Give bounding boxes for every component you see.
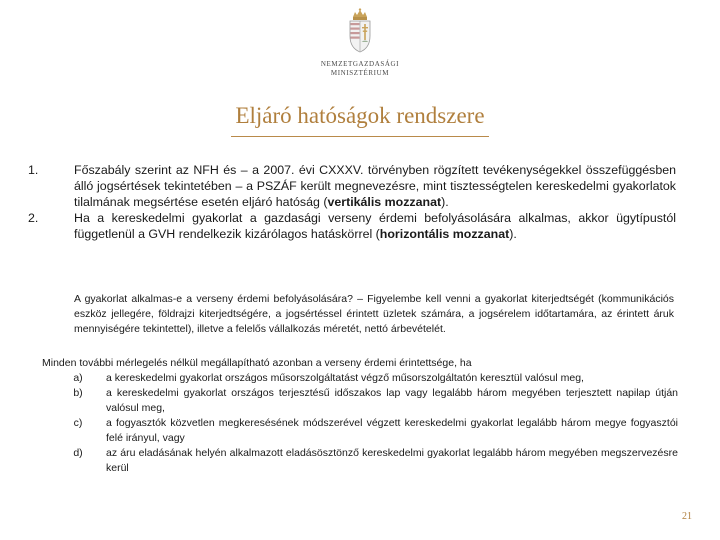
item-text-part: Ha a kereskedelmi gyakorlat a gazdasági verseny érdemi befolyásolására alkalmas, akkor ügytípustól függetlenül a GVH rendelkezik kizárólagos hatáskörrel ( [74,211,676,241]
relevance-paragraph: A gyakorlat alkalmas-e a verseny érdemi befolyásolására? – Figyelembe kell venni a gyakorlat kiterjedtségét (kommunikációs eszköz jellegére, földrajzi kiterjedtségére, a jogsértéssel érintett üzletek számára, a jogsérelem időtartamára, az érintett áruk mennyiségére tekintettel), illetve a felelős vállalkozás méretét, nettó árbevételét. [74,293,674,335]
lettered-item [42,446,678,476]
lettered-text: az áru eladásának helyén alkalmazott eladásösztönző kereskedelmi gyakorlat legalább három megyében megszervezésre kerül [106,447,678,474]
lettered-text: a kereskedelmi gyakorlat országos műsorszolgáltatást végző műsorszolgáltatón keresztül valósul meg, [106,372,584,384]
item-text-part: ). [441,195,449,209]
item-emphasis: vertikális mozzanat [327,195,442,209]
item-emphasis: horizontális mozzanat [379,227,510,241]
criteria-intro: Minden további mérlegelés nélkül megállapítható azonban a verseny érdemi érintettsége, ha [42,357,472,369]
lettered-marker: c) [73,417,83,429]
page-number: 21 [682,511,692,522]
item-marker: 2. [28,211,39,225]
lettered-item [42,416,678,446]
hungarian-coat-of-arms-icon [347,8,373,54]
item-text-part: Főszabály szerint az NFH és – a 2007. évi CXXXV. törvényben rögzített tevékenységekkel összefüggésben álló jogsértések tekintetében – a PSZÁF került megnevezésre, mint tisztességtelen kereskedelmi gyakorlatok tilalmának megsértése esetén eljáró hatóság ( [74,163,676,209]
item-text-part: ). [509,227,517,241]
lettered-marker: d) [73,447,83,459]
numbered-item [28,162,676,210]
lettered-marker: b) [73,387,83,399]
ministry-name-line1: NEMZETGAZDASÁGI [320,60,400,68]
ministry-name-line2: MINISZTÉRIUM [330,69,390,77]
numbered-list [28,162,676,242]
lettered-marker: a) [73,372,83,384]
lettered-text: a fogyasztók közvetlen megkeresésének módszerével végzett kereskedelmi gyakorlat legalább három megye fogyasztói felé irányul, vagy [106,417,678,444]
lettered-item [42,386,678,416]
slide-title: Eljáró hatóságok rendszere [231,103,488,137]
item-text [74,210,676,242]
criteria-block [42,356,678,476]
lettered-text: a kereskedelmi gyakorlat országos terjesztésű időszakos lap vagy legalább három megyében terjesztett napilap útján valósul meg, [106,387,678,414]
ministry-logo [318,8,402,84]
lettered-item [42,371,678,386]
item-marker: 1. [28,163,39,177]
numbered-item [28,210,676,242]
item-text [74,162,676,210]
